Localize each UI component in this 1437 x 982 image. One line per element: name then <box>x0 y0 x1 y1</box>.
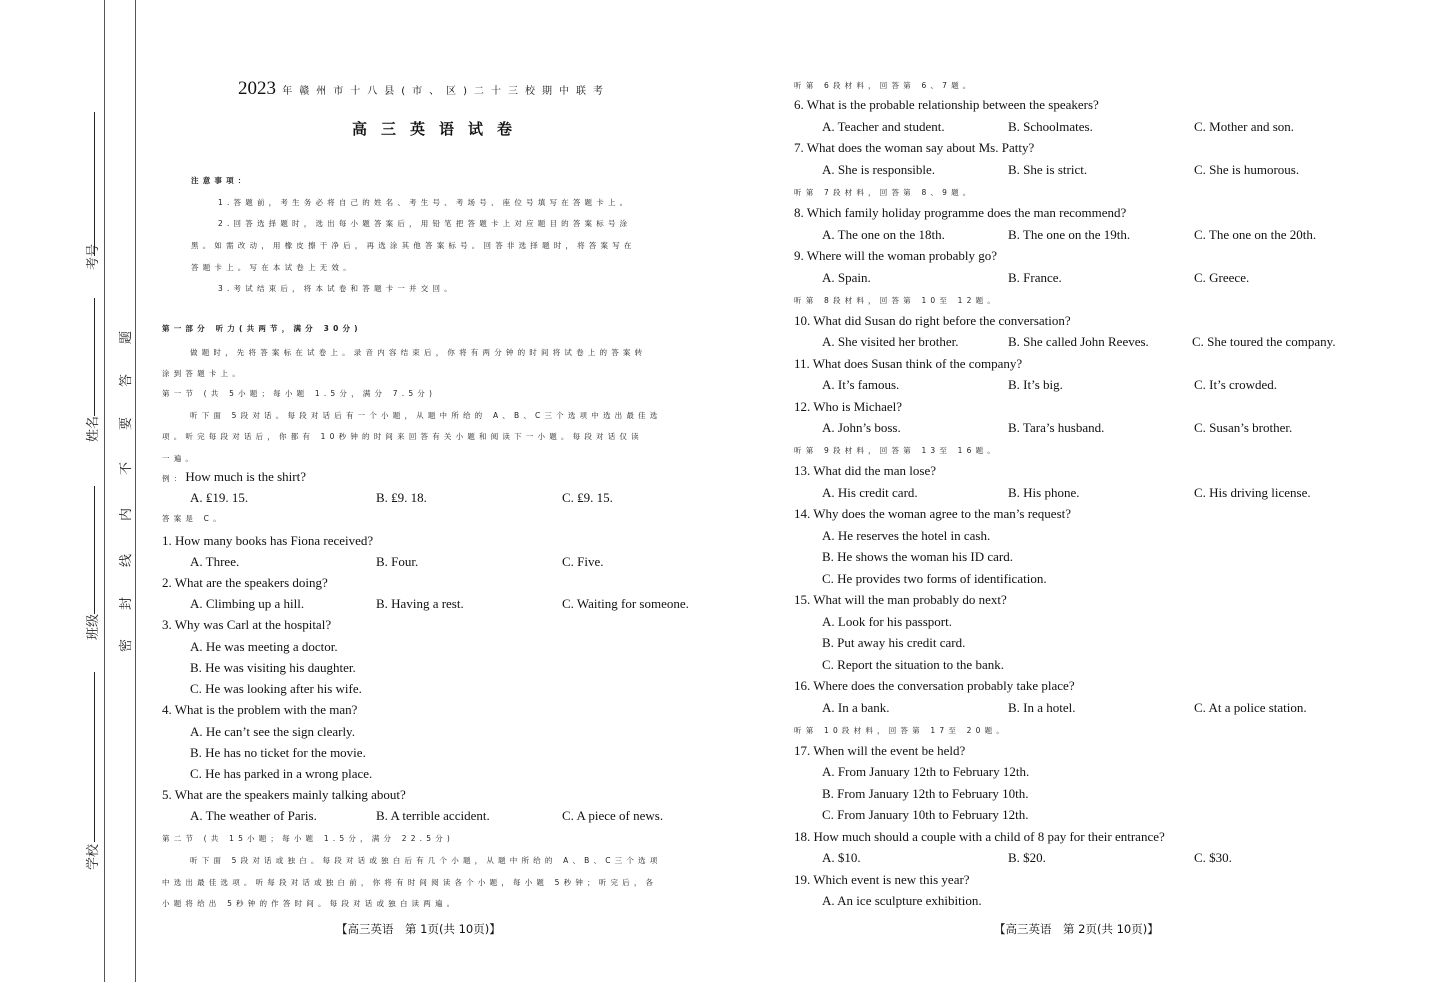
material-note: 听第 10段材料，回答第 17至 20题。 <box>794 726 1008 735</box>
option: A. He was meeting a doctor. <box>190 639 338 654</box>
seal-char: 密 <box>119 638 134 652</box>
option: C. Report the situation to the bank. <box>822 657 1004 672</box>
section1-intro: 一遍。 <box>162 454 198 463</box>
option: B. Having a rest. <box>376 596 464 611</box>
material-note: 听第 7段材料，回答第 8、9题。 <box>794 188 975 197</box>
option: C. Five. <box>562 554 604 569</box>
option: C. From January 10th to February 12th. <box>822 807 1029 822</box>
option: C. Susan’s brother. <box>1194 420 1293 435</box>
question: 1. How many books has Fiona received? <box>162 533 374 548</box>
question: 16. Where does the conversation probably take place? <box>794 678 1075 693</box>
option: A. Teacher and student. <box>822 119 945 134</box>
option: A. From January 12th to February 12th. <box>822 764 1030 779</box>
question: 3. Why was Carl at the hospital? <box>162 617 332 632</box>
question: 4. What is the problem with the man? <box>162 702 358 717</box>
question: 11. What does Susan think of the company? <box>794 356 1023 371</box>
exam-number-line <box>94 112 95 256</box>
example-question <box>162 469 306 485</box>
question: 8. Which family holiday programme does the man recommend? <box>794 205 1127 220</box>
part1-intro: 做题时，先将答案标在试卷上。录音内容结束后，你将有两分钟的时间将试卷上的答案转 <box>190 348 647 357</box>
option: B. The one on the 19th. <box>1008 227 1131 242</box>
question: 10. What did Susan do right before the conversation? <box>794 313 1071 328</box>
question: 7. What does the woman say about Ms. Patty? <box>794 140 1035 155</box>
option: B. From January 12th to February 10th. <box>822 786 1029 801</box>
part1-heading: 第一部分 听力(共两节，满分 30分) <box>162 324 362 333</box>
class-line <box>94 486 95 614</box>
option: A. Look for his passport. <box>822 614 952 629</box>
option: B. His phone. <box>1008 485 1080 500</box>
option: B. It’s big. <box>1008 377 1063 392</box>
material-note: 听第 8段材料，回答第 10至 12题。 <box>794 296 1000 305</box>
subject-title: 高三英语试卷 <box>352 120 527 138</box>
option: B. He has no ticket for the movie. <box>190 745 366 760</box>
option: A. His credit card. <box>822 485 918 500</box>
example-option: A. ₤19. 15. <box>190 490 249 505</box>
exam-year: 2023 <box>238 78 276 99</box>
option: C. Mother and son. <box>1194 119 1295 134</box>
question: 6. What is the probable relationship between the speakers? <box>794 97 1099 112</box>
seal-char: 要 <box>119 416 134 430</box>
option: B. In a hotel. <box>1008 700 1076 715</box>
option: C. He was looking after his wife. <box>190 681 362 696</box>
notes-item: 3.考试结束后，将本试卷和答题卡一并交回。 <box>218 284 456 293</box>
option: C. She is humorous. <box>1194 162 1300 177</box>
section2-intro: 听下面 5段对话或独白。每段对话或独白后有几个小题，从题中所给的 A、B、C三个选项 <box>190 856 662 865</box>
question: 2. What are the speakers doing? <box>162 575 328 590</box>
exam-number-label: 考号 <box>86 243 101 270</box>
option: A. An ice sculpture exhibition. <box>822 893 982 908</box>
notes-item: 黑。如需改动，用橡皮擦干净后，再选涂其他答案标号。回答非选择题时，将答案写在 <box>191 241 636 250</box>
option: C. He has parked in a wrong place. <box>190 766 373 781</box>
option: C. Greece. <box>1194 270 1250 285</box>
option: A. It’s famous. <box>822 377 900 392</box>
question: 9. Where will the woman probably go? <box>794 248 998 263</box>
option: A. She is responsible. <box>822 162 936 177</box>
option: C. A piece of news. <box>562 808 664 823</box>
option: B. France. <box>1008 270 1062 285</box>
example-option: B. ₤9. 18. <box>376 490 427 505</box>
section2-intro: 小题将给出 5秒钟的作答时间。每段对话或独白读两遍。 <box>162 899 459 908</box>
option: B. Schoolmates. <box>1008 119 1093 134</box>
seal-char: 封 <box>119 596 134 610</box>
notes-heading: 注意事项： <box>191 176 250 185</box>
question: 14. Why does the woman agree to the man’s request? <box>794 506 1072 521</box>
option: A. Climbing up a hill. <box>190 596 305 611</box>
option: C. It’s crowded. <box>1194 377 1278 392</box>
option: B. Tara’s husband. <box>1008 420 1105 435</box>
question: 19. Which event is new this year? <box>794 872 970 887</box>
option: A. $10. <box>822 850 861 865</box>
option: B. He shows the woman his ID card. <box>822 549 1013 564</box>
material-note: 听第 9段材料，回答第 13至 16题。 <box>794 446 1000 455</box>
option: C. Waiting for someone. <box>562 596 689 611</box>
school-label: 学校 <box>86 843 101 870</box>
name-line <box>94 298 95 416</box>
seal-char: 题 <box>119 330 134 344</box>
notes-item: 1.答题前，考生务必将自己的姓名、考生号、考场号、座位号填写在答题卡上。 <box>218 198 632 207</box>
margin-rule-inner <box>135 0 136 982</box>
section1-intro: 听下面 5段对话。每段对话后有一个小题，从题中所给的 A、B、C三个选项中选出最佳选 <box>190 411 662 420</box>
exam-title <box>238 78 610 100</box>
example-answer: 答案是 C。 <box>162 514 225 523</box>
page-footer-left: 【高三英语 第 1页(共 10页)】 <box>336 922 501 936</box>
option: A. The one on the 18th. <box>822 227 945 242</box>
example-option: C. ₤9. 15. <box>562 490 613 505</box>
question: 12. Who is Michael? <box>794 399 903 414</box>
section1-heading: 第一节 (共 5小题；每小题 1.5分，满分 7.5分) <box>162 389 437 398</box>
option: C. His driving license. <box>1194 485 1311 500</box>
name-label: 姓名 <box>86 415 101 442</box>
option: B. He was visiting his daughter. <box>190 660 356 675</box>
option: A. She visited her brother. <box>822 334 959 349</box>
example-question-text: How much is the shirt? <box>185 469 306 484</box>
option: B. $20. <box>1008 850 1046 865</box>
section2-heading: 第二节 (共 15小题；每小题 1.5分，满分 22.5分) <box>162 834 455 843</box>
option: B. Four. <box>376 554 419 569</box>
seal-char: 内 <box>119 507 134 521</box>
option: B. A terrible accident. <box>376 808 490 823</box>
part1-intro: 涂到答题卡上。 <box>162 369 244 378</box>
notes-item: 答题卡上。写在本试卷上无效。 <box>191 263 355 272</box>
question: 18. How much should a couple with a child of 8 pay for their entrance? <box>794 829 1165 844</box>
option: C. He provides two forms of identification. <box>822 571 1047 586</box>
option: A. Three. <box>190 554 240 569</box>
example-prefix: 例： <box>162 474 186 483</box>
option: C. At a police station. <box>1194 700 1307 715</box>
option: A. The weather of Paris. <box>190 808 317 823</box>
option: C. The one on the 20th. <box>1194 227 1317 242</box>
seal-char: 不 <box>119 461 134 475</box>
option: A. John’s boss. <box>822 420 901 435</box>
exam-title-text: 年赣州市十八县(市、区)二十三校期中联考 <box>282 86 611 97</box>
section1-intro: 项。听完每段对话后，你都有 10秒钟的时间来回答有关小题和阅读下一小题。每段对话仅读 <box>162 432 643 441</box>
notes-item: 2.回答选择题时，选出每小题答案后，用铅笔把答题卡上对应题目的答案标号涂 <box>218 219 632 228</box>
margin-rule-outer <box>104 0 105 982</box>
school-line <box>94 672 95 842</box>
option: C. $30. <box>1194 850 1232 865</box>
option: B. She called John Reeves. <box>1008 334 1149 349</box>
material-note: 听第 6段材料，回答第 6、7题。 <box>794 81 975 90</box>
option: C. She toured the company. <box>1192 334 1336 349</box>
option: A. He can’t see the sign clearly. <box>190 724 355 739</box>
question: 13. What did the man lose? <box>794 463 937 478</box>
seal-char: 线 <box>119 553 134 567</box>
option: B. Put away his credit card. <box>822 635 966 650</box>
option: A. Spain. <box>822 270 871 285</box>
question: 15. What will the man probably do next? <box>794 592 1007 607</box>
class-label: 班级 <box>86 613 101 640</box>
option: A. In a bank. <box>822 700 890 715</box>
page-footer-right: 【高三英语 第 2页(共 10页)】 <box>994 922 1159 936</box>
question: 5. What are the speakers mainly talking about? <box>162 787 406 802</box>
option: A. He reserves the hotel in cash. <box>822 528 991 543</box>
option: B. She is strict. <box>1008 162 1088 177</box>
section2-intro: 中选出最佳选项。听每段对话或独白前，你将有时间阅读各个小题，每小题 5秒钟；听完后，各 <box>162 878 658 887</box>
question: 17. When will the event be held? <box>794 743 966 758</box>
seal-char: 答 <box>119 373 134 387</box>
